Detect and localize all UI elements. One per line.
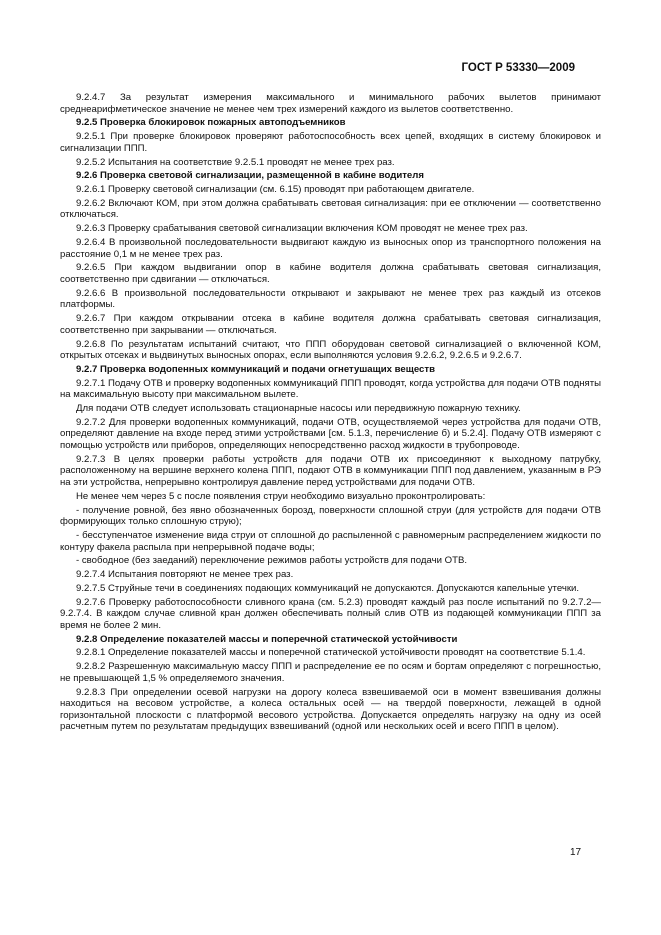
paragraph: 9.2.8.2 Разрешенную максимальную массу ППП и распределение ее по осям и бортам определяют с погрешностью, не превышающей 1,5 % определяемого значения. <box>60 661 601 684</box>
paragraph: 9.2.6.1 Проверку световой сигнализации (см. 6.15) проводят при работающем двигателе. <box>76 184 475 196</box>
paragraph: 9.2.6.6 В произвольной последовательности открывают и закрывают не менее трех раз каждый из отсеков платформы. <box>60 287 601 311</box>
paragraph: 9.2.7.5 Струйные течи в соединениях подающих коммуникаций не допускаются. Допускаются капельные утечки. <box>76 582 580 594</box>
paragraph: 9.2.5.2 Испытания на соответствие 9.2.5.1 проводят не менее трех раз. <box>76 156 395 168</box>
paragraph: 9.2.6.2 Включают КОМ, при этом должна срабатывать световая сигнализация: при ее отключении — соответственно отключаться. <box>60 197 601 221</box>
paragraph: 9.2.6.4 В произвольной последовательности выдвигают каждую из выносных опор из транспортного положения на расстояние 0,1 м не менее трех раз. <box>60 237 601 260</box>
list-item: - получение ровной, без явно обозначенных борозд, поверхности сплошной струи (для устройств для подачи ОТВ формирующих только сплошную струю); <box>60 504 601 528</box>
paragraph: 9.2.7.3 В целях проверки работы устройств для подачи ОТВ их присоединяют к выходному патрубку, расположенному на вершине верхнего колена ППП, подают ОТВ в коммуникации ППП под давлением, указанным в РЭ на эти устройства, непрерывно контролируя давление перед устройствами для подачи ОТВ. <box>60 453 601 488</box>
paragraph: Не менее чем через 5 с после появления струи необходимо визуально проконтролировать: <box>76 490 486 502</box>
paragraph: 9.2.7.2 Для проверки водопенных коммуникаций, подачи ОТВ, осуществляемой через устройства для подачи ОТВ, определяют давление на входе перед этими устройствами [см. 5.1.3, перечисление б) и 5.2.4]. Подачу ОТВ измеряют с помощью устройств или приборов, определяющих непосредственно расход жидкости в трубопроводе. <box>60 416 601 452</box>
section-heading: 9.2.5 Проверка блокировок пожарных автоподъемников <box>76 117 346 129</box>
paragraph: 9.2.8.3 При определении осевой нагрузки на дорогу колеса взвешиваемой оси в момент взвешивания должны находиться на весовом устройстве, а колеса остальных осей — на твердой поверхности, лежащей в одной горизонтальной плоскости с платформой весового устройства. Допускается определять нагрузку на одну из осей расчетным путем по результатам предыдущих взвешиваний (одной или нескольких осей и всего ППП в целом). <box>60 686 601 733</box>
paragraph: 9.2.4.7 За результат измерения максимального и минимального рабочих вылетов принимают среднеарифметическое значение не менее чем трех измерений каждого из вылетов соответственно. <box>60 92 601 115</box>
page-number: 17 <box>570 847 582 858</box>
list-item: - свободное (без заеданий) переключение режимов работы устройств для подачи ОТВ. <box>76 555 468 567</box>
paragraph: 9.2.6.8 По результатам испытаний считают, что ППП оборудован световой сигнализацией о включенной КОМ, открытых отсеках и выдвинутых выносных опорах, если выполняются условия 9.2.6.2, 9.2.6.5 и 9.2.6.7. <box>60 338 601 362</box>
paragraph: 9.2.7.1 Подачу ОТВ и проверку водопенных коммуникаций ППП проводят, когда устройства для подачи ОТВ подняты на максимальную высоту при максимальном вылете. <box>60 377 601 401</box>
document-code: ГОСТ Р 53330—2009 <box>461 62 575 74</box>
section-heading: 9.2.6 Проверка световой сигнализации, размещенной в кабине водителя <box>76 170 424 182</box>
paragraph: 9.2.6.5 При каждом выдвигании опор в кабине водителя должна срабатывать световая сигнализация, соответственно при сдвигании — отключаться. <box>60 262 601 285</box>
paragraph: 9.2.7.4 Испытания повторяют не менее трех раз. <box>76 569 294 581</box>
paragraph: 9.2.8.1 Определение показателей массы и поперечной статической устойчивости проводят на соответствие 5.1.4. <box>76 647 586 659</box>
section-heading: 9.2.7 Проверка водопенных коммуникаций и подачи огнетушащих веществ <box>76 363 435 375</box>
list-item: - бесступенчатое изменение вида струи от сплошной до распыленной с равномерным распределением жидкости по контуру факела распыла при непрерывной подаче воды; <box>60 529 601 553</box>
paragraph: 9.2.6.3 Проверку срабатывания световой сигнализации включения КОМ проводят не менее трех раз. <box>76 223 528 235</box>
document-body <box>60 92 601 735</box>
paragraph: 9.2.6.7 При каждом открывании отсека в кабине водителя должна срабатывать световая сигнализация, соответственно при закрывании — отключаться. <box>60 313 601 336</box>
paragraph: 9.2.5.1 При проверке блокировок проверяют работоспособность всех цепей, входящих в систему блокировок и сигнализации ППП. <box>60 131 601 154</box>
section-heading: 9.2.8 Определение показателей массы и поперечной статической устойчивости <box>76 633 458 645</box>
paragraph: 9.2.7.6 Проверку работоспособности сливного крана (см. 5.2.3) проводят каждый раз после испытаний по 9.2.7.2—9.2.7.4. В каждом случае сливной кран должен обеспечивать полный слив ОТВ из подающей коммуникации ППП за время не более 2 мин. <box>60 596 601 631</box>
paragraph: Для подачи ОТВ следует использовать стационарные насосы или передвижную пожарную технику. <box>76 403 521 415</box>
